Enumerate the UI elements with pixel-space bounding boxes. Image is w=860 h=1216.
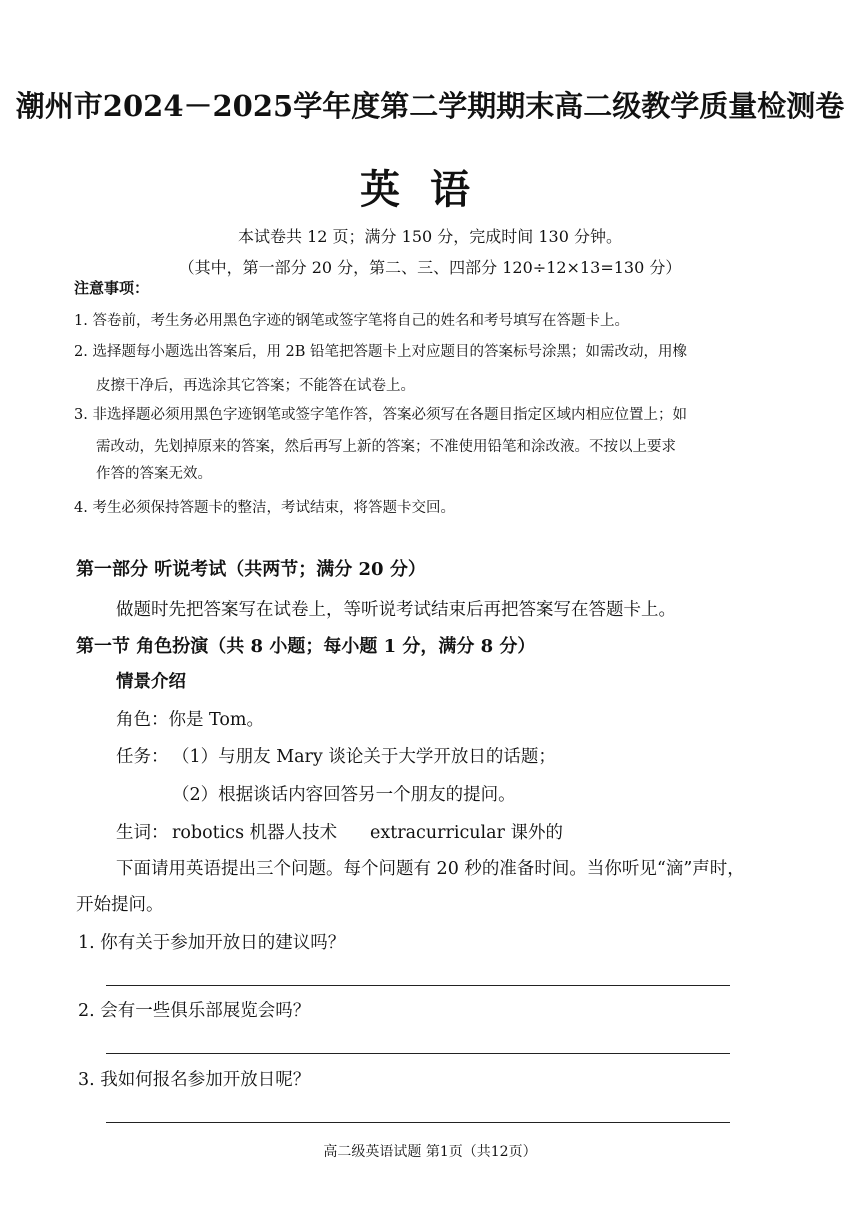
task-label: 任务： (116, 747, 169, 767)
part1-instruction: 做题时先把答案写在试卷上，等听说考试结束后再把答案写在答题卡上。 (116, 600, 676, 620)
answer-line-2[interactable] (106, 1053, 730, 1054)
notice-item-3-cont2: 作答的答案无效。 (96, 466, 212, 482)
vocab-label: 生词： (116, 823, 169, 843)
question-1: 1. 你有关于参加开放日的建议吗？ (78, 933, 346, 953)
page-footer: 高二级英语试题 第1页（共12页） (323, 1144, 537, 1160)
exam-title: 潮州市2024－2025学年度第二学期期末高二级教学质量检测卷 (15, 89, 845, 123)
notice-heading: 注意事项： (74, 279, 150, 297)
question-3: 3. 我如何报名参加开放日呢？ (78, 1070, 311, 1090)
section1-heading: 第一节 角色扮演（共 8 小题；每小题 1 分，满分 8 分） (76, 636, 536, 657)
notice-item-3-cont1: 需改动，先划掉原来的答案，然后再写上新的答案；不准使用铅笔和涂改液。不按以上要求 (96, 439, 676, 455)
question-2: 2. 会有一些俱乐部展览会吗？ (78, 1001, 311, 1021)
exam-info-line2: （其中，第一部分 20 分，第二、三、四部分 120÷12×13=130 分） (178, 258, 682, 277)
prompt-line-1: 下面请用英语提出三个问题。每个问题有 20 秒的准备时间。当你听见“滴”声时， (116, 859, 745, 879)
answer-line-3[interactable] (106, 1122, 730, 1123)
subject-title: 英语 (360, 166, 500, 213)
exam-info-line1: 本试卷共 12 页；满分 150 分，完成时间 130 分钟。 (238, 227, 622, 246)
task-1: （1）与朋友 Mary 谈论关于大学开放日的话题； (172, 747, 556, 767)
notice-item-2: 2. 选择题每小题选出答案后，用 2B 铅笔把答题卡上对应题目的答案标号涂黑；如需改动，用橡 (74, 344, 688, 360)
task-2: （2）根据谈话内容回答另一个朋友的提问。 (172, 785, 516, 805)
answer-line-1[interactable] (106, 985, 730, 986)
vocab-2: extracurricular 课外的 (370, 823, 563, 843)
notice-item-2-cont: 皮擦干净后，再选涂其它答案；不能答在试卷上。 (96, 378, 415, 394)
vocab-1: robotics 机器人技术 (172, 823, 338, 843)
scenario-label: 情景介绍 (116, 672, 186, 692)
notice-item-3: 3. 非选择题必须用黑色字迹钢笔或签字笔作答，答案必须写在各题目指定区域内相应位置上；如 (74, 407, 687, 423)
role-line: 角色：你是 Tom。 (116, 710, 265, 730)
notice-item-4: 4. 考生必须保持答题卡的整洁，考试结束，将答题卡交回。 (74, 500, 455, 516)
part1-heading: 第一部分 听说考试（共两节；满分 20 分） (76, 559, 426, 580)
notice-item-1: 1. 答卷前，考生务必用黑色字迹的钢笔或签字笔将自己的姓名和考号填写在答题卡上。 (74, 313, 629, 329)
prompt-line-2: 开始提问。 (76, 895, 164, 915)
